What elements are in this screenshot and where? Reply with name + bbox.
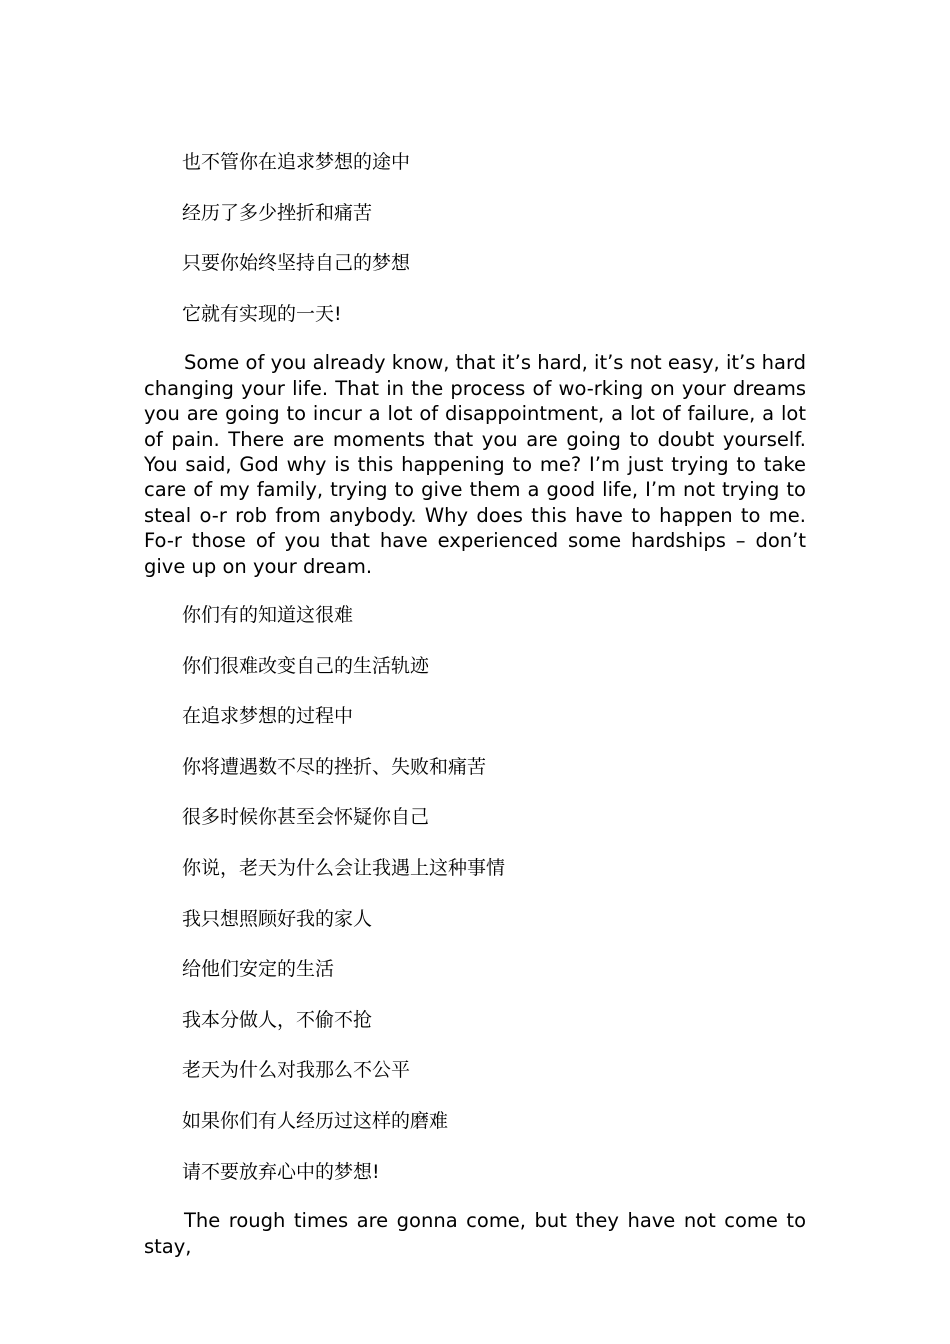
english-paragraph: Some of you already know, that it’s hard, it’s not easy, it’s hard changing your life. That in the process of wo-rking on your dreams you are going to incur a lot of disappointment, a lot of failure, a lot of pain. There are moments that you are going to doubt yourself. You said, God why is this happening to me? I’m just trying to take care of my family, trying to give them a good life, I’m not trying to steal o-r rob from anybody. Why does this have to happen to me. Fo-r those of you that have experienced some hardships – don’t give up on your dream.	[144, 351, 806, 578]
text-line: 请不要放弃心中的梦想!	[182, 1160, 380, 1183]
text-line: 经历了多少挫折和痛苦	[182, 201, 373, 224]
text-line: 你们很难改变自己的生活轨迹	[182, 654, 430, 677]
text-line: 你将遭遇数不尽的挫折、失败和痛苦	[182, 755, 487, 778]
text-line: 在追求梦想的过程中	[182, 705, 354, 728]
text-line: 你们有的知道这很难	[182, 604, 354, 627]
document-body	[144, 148, 806, 1259]
text-line: 它就有实现的一天!	[182, 302, 342, 325]
text-line: 给他们安定的生活	[182, 958, 335, 981]
text-line: 也不管你在追求梦想的途中	[182, 151, 411, 173]
text-line: 你说，老天为什么会让我遇上这种事情	[182, 857, 506, 879]
english-paragraph: The rough times are gonna come, but they have not come to stay,	[144, 1209, 806, 1258]
text-line: 老天为什么对我那么不公平	[182, 1059, 411, 1082]
text-line: 我只想照顾好我的家人	[182, 907, 373, 930]
text-line: 如果你们有人经历过这样的磨难	[182, 1109, 449, 1132]
text-line: 很多时候你甚至会怀疑你自己	[182, 806, 430, 829]
text-line: 只要你始终坚持自己的梦想	[182, 252, 411, 275]
text-line: 我本分做人，不偷不抢	[182, 1008, 373, 1031]
